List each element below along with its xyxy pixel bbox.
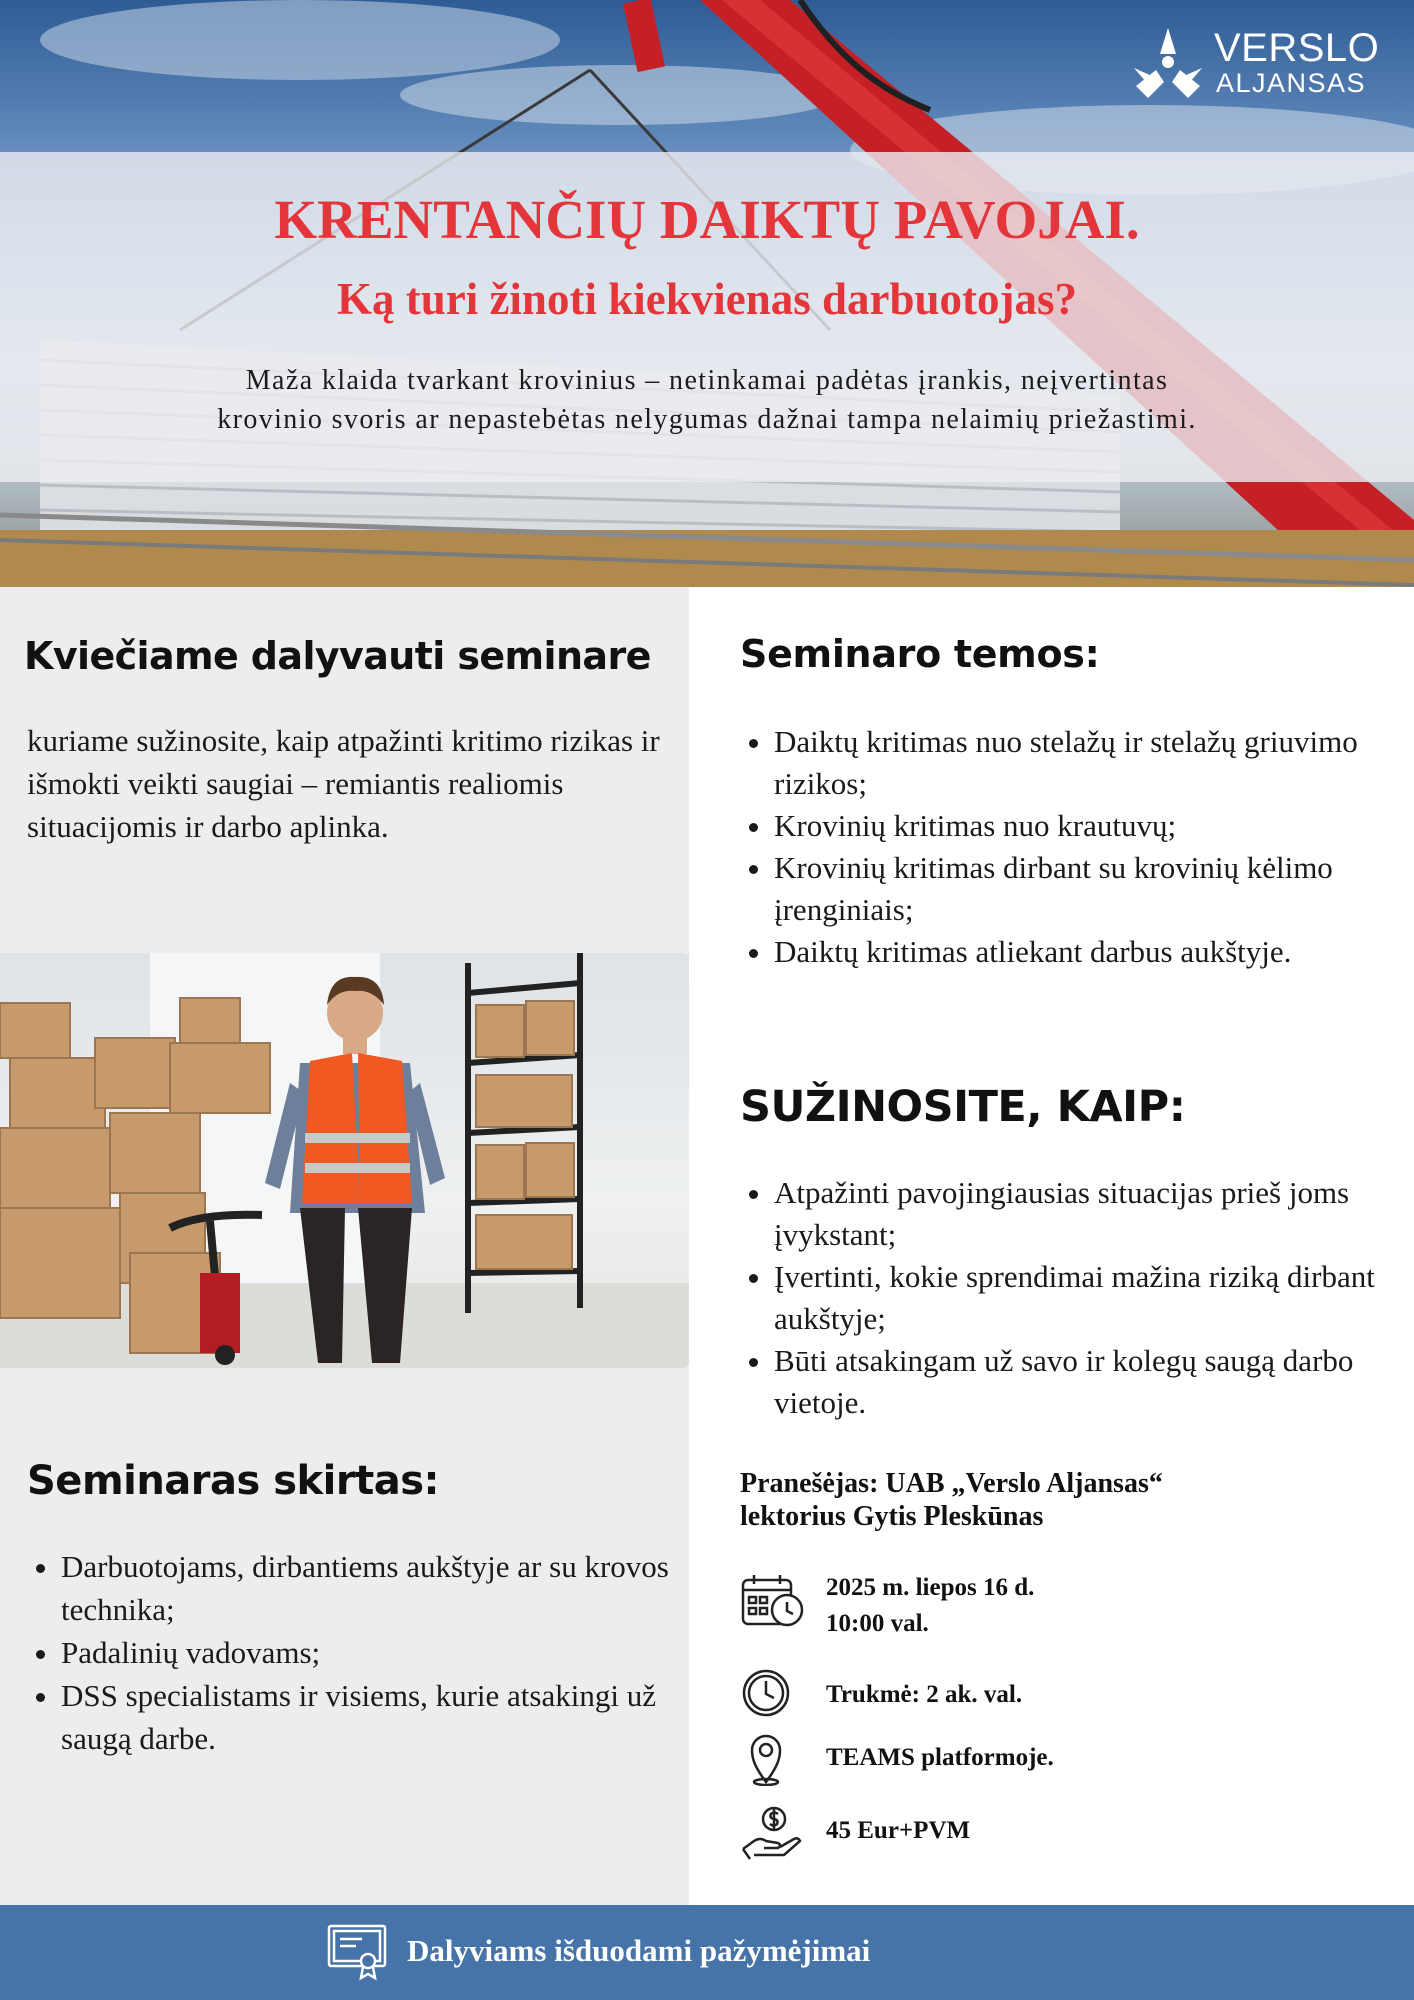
- worker-warehouse-photo: [0, 953, 689, 1368]
- audience-list: [27, 1545, 701, 1760]
- list-item: • Darbuotojams, dirbantiems aukštyje ar su krovos technika;: [61, 1545, 701, 1631]
- footer-certificate-text: Dalyviams išduodami pažymėjimai: [407, 1933, 871, 1968]
- list-item: • Krovinių kritimas nuo krautuvų;: [774, 805, 1414, 847]
- event-duration: Trukmė: 2 ak. val.: [826, 1681, 1023, 1708]
- logo-text-verslo: VERSLO: [1214, 26, 1380, 70]
- price-row: [740, 1805, 1380, 1865]
- hero-lead-line-2: krovinio svoris ar nepastebėtas nelygumas dažnai tampa nelaimių priežastimi.: [217, 404, 1197, 435]
- hero-lead-line-1: Maža klaida tvarkant krovinius – netinkamai padėtas įrankis, neįvertintas: [245, 365, 1169, 396]
- invite-heading: Kviečiame dalyvauti seminare: [24, 634, 651, 678]
- event-time: 10:00 val.: [826, 1610, 929, 1637]
- speaker-line-1: Pranešėjas: UAB „Verslo Aljansas“: [740, 1468, 1163, 1499]
- list-item: • Būti atsakingam už savo ir kolegų saugą darbo vietoje.: [774, 1340, 1414, 1424]
- topics-heading: Seminaro temos:: [740, 632, 1100, 676]
- date-row: [740, 1572, 1380, 1637]
- calendar-clock-icon: [740, 1572, 806, 1628]
- list-item: • Krovinių kritimas dirbant su krovinių kėlimo įrenginiais;: [774, 847, 1414, 931]
- money-hand-icon: [740, 1805, 806, 1861]
- right-column: [689, 587, 1414, 1905]
- list-item: • Atpažinti pavojingiausias situacijas prieš joms įvykstant;: [774, 1172, 1414, 1256]
- event-location: TEAMS platformoje.: [826, 1744, 1054, 1771]
- learn-heading: SUŽINOSITE, KAIP:: [740, 1082, 1186, 1132]
- logo-text-aljansas: ALJANSAS: [1216, 68, 1367, 98]
- speaker-line-2: lektorius Gytis Pleskūnas: [740, 1501, 1044, 1532]
- speaker-info: [740, 1467, 1380, 1533]
- event-date: 2025 m. liepos 16 d.: [826, 1574, 1035, 1601]
- location-pin-icon: [740, 1730, 806, 1786]
- list-item: • Daiktų kritimas nuo stelažų ir stelažų griuvimo rizikos;: [774, 721, 1414, 805]
- location-row: [740, 1730, 1380, 1790]
- page-subtitle: Ką turi žinoti kiekvienas darbuotojas?: [336, 274, 1078, 324]
- page-title: KRENTANČIŲ DAIKTŲ PAVOJAI.: [274, 189, 1140, 250]
- list-item: • DSS specialistams ir visiems, kurie atsakingi už saugą darbe.: [61, 1674, 701, 1760]
- worker-photo-illustration: [0, 953, 689, 1368]
- clock-icon: [740, 1667, 806, 1723]
- hero-banner: [0, 0, 1414, 587]
- list-item: • Daiktų kritimas atliekant darbus aukštyje.: [774, 931, 1414, 973]
- audience-heading: Seminaras skirtas:: [27, 1458, 440, 1504]
- topics-list: [740, 721, 1414, 973]
- footer-bar: [0, 1905, 1414, 2000]
- learn-list: [740, 1172, 1414, 1424]
- verslo-aljansas-logo: [1126, 24, 1380, 104]
- left-column: [0, 587, 689, 1905]
- duration-row: [740, 1667, 1380, 1727]
- hero-lead-text: [40, 361, 1374, 439]
- invite-text: kuriame sužinosite, kaip atpažinti kritimo rizikas ir išmokti veikti saugiai – remiantis realiomis situacijomis ir darbo aplinka.: [27, 723, 660, 844]
- logo-figures-icon: [1126, 24, 1210, 104]
- event-price: 45 Eur+PVM: [826, 1817, 971, 1844]
- certificate-icon: [326, 1923, 388, 1981]
- list-item: • Įvertinti, kokie sprendimai mažina riziką dirbant aukštyje;: [774, 1256, 1414, 1340]
- date-time-text: [826, 1570, 1034, 1642]
- list-item: • Padalinių vadovams;: [61, 1631, 701, 1674]
